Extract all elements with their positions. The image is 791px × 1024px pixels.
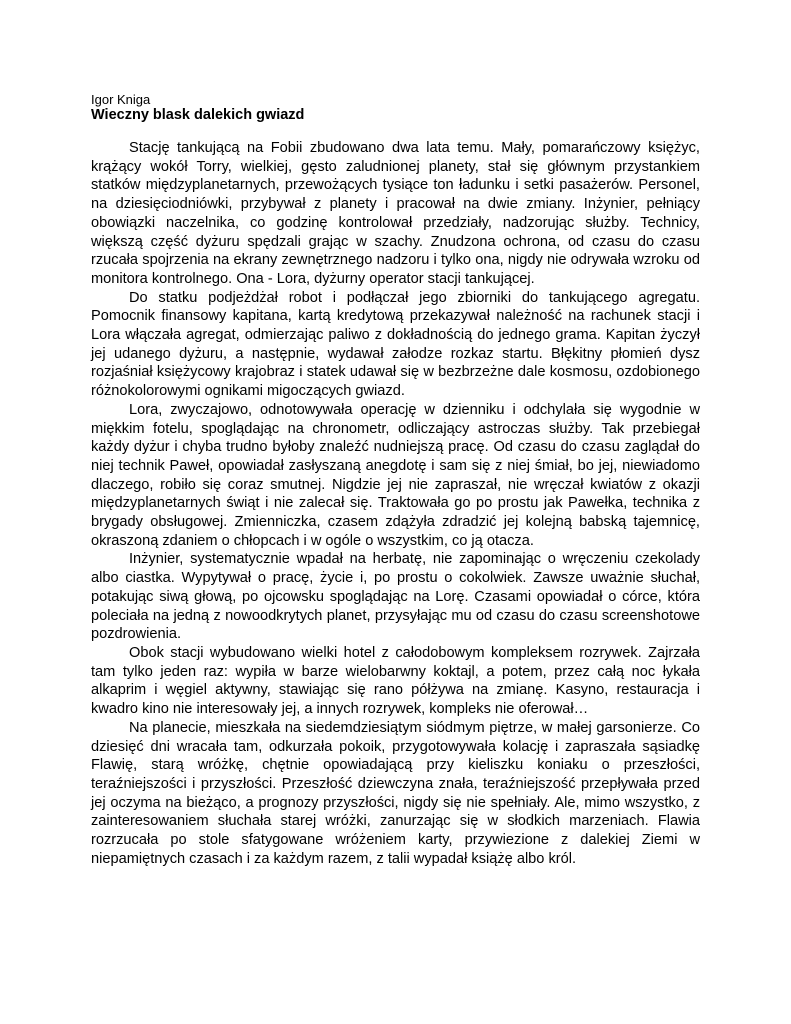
paragraph-4: Inżynier, systematycznie wpadał na herbatę, nie zapominając o wręczeniu czekolady albo ciastka. Wypytywał o pracę, życie i, po prostu o cokolwiek. Zawsze uważnie słuchał, potakując siwą głową, po ojcowsku spoglądając na Lorę. Czasami opowiadał o córce, która poleciała na jedną z nowoodkrytych planet, przysyłając mu od czasu do czasu screenshotowe pozdrowienia.: [91, 551, 700, 643]
paragraph-6: Na planecie, mieszkała na siedemdziesiątym siódmym piętrze, w małej garsonierze. Co dziesięć dni wracała tam, odkurzała pokoik, przygotowywała kolację i zapraszała sąsiadkę Flawię, starą wróżkę, chętnie opowiadającą przy kieliszku koniaku o przeszłości, teraźniejszości i przyszłości. Przeszłość dziewczyna znała, teraźniejszość przepływała przed jej oczyma na bieżąco, a prognozy przyszłości, nigdy się nie spełniały. Ale, mimo wszystko, z zainteresowaniem słuchała starej wróżki, zanurzając się w słodkich marzeniach. Flawia rozrzucała po stole sfatygowane wróżeniem karty, przywiezione z dalekiej Ziemi w niepamiętnych czasach i za każdym razem, z talii wypadał książę albo król.: [91, 719, 700, 867]
paragraph-3: Lora, zwyczajowo, odnotowywała operację w dzienniku i odchylała się wygodnie w miękkim fotelu, spoglądając na chronometr, odliczający astroczas służby. Tak przebiegał każdy dyżur i chyba trudno byłoby znaleźć nudniejszą pracę. Od czasu do czasu zaglądał do niej technik Paweł, opowiadał zasłyszaną anegdotę i sam się z niej śmiał, bo jej, niewiadomo dlaczego, robiło się coraz smutnej. Nigdzie jej nie zapraszał, nie wręczał kwiatów z okazji międzyplanetarnych świąt i nie zalecał się. Traktowała go po prostu jak Pawełka, technika z brygady obsługowej. Zmienniczka, czasem zdążyła zdradzić jej kolejną babską tajemnicę, okraszoną zdaniem o chłopcach i w ogóle o wszystkim, co ją otacza.: [91, 401, 700, 549]
paragraph-2: Do statku podjeżdżał robot i podłączał jego zbiorniki do tankującego agregatu. Pomocnik finansowy kapitana, kartą kredytową przekazywał należność na rachunek stacji i Lora włączała agregat, odmierzając paliwo z dokładnością do jednego grama. Kapitan życzył jej udanego dyżuru, a następnie, wydawał załodze rozkaz startu. Błękitny płomień dysz rozjaśniał księżycowy krajobraz i statek udawał się w bezbrzeżne dale kosmosu, ozdobionego różnokolorowymi ognikami migoczących gwiazd.: [91, 289, 700, 400]
paragraph-5: Obok stacji wybudowano wielki hotel z całodobowym kompleksem rozrywek. Zajrzała tam tylko jeden raz: wypiła w barze wielobarwny koktajl, a potem, przez całą noc łykała alkaprim i węgiel aktywny, stawiając się rano półżywa na zmianę. Kasyno, restauracja i kwadro kino nie interesowały jej, a innych rozrywek, kompleks nie oferował…: [91, 644, 700, 718]
document-body: [91, 139, 700, 868]
document-title: Wieczny blask dalekich gwiazd: [91, 107, 305, 123]
document-page: [91, 92, 700, 868]
paragraph-1: Stację tankującą na Fobii zbudowano dwa lata temu. Mały, pomarańczowy księżyc, krążący wokół Torry, wielkiej, gęsto zaludnionej planety, stał się głównym przystankiem statków międzyplanetarnych, przewożących tysiące ton ładunku i setki pasażerów. Personel, na dziesięciodniówki, przybywał z planety i pracował na dwie zmiany. Inżynier, pełniący obowiązki naczelnika, co godzinę kontrolował przedziały, nadzorując służby. Technicy, większą część dyżuru spędzali grając w szachy. Znudzona ochrona, od czasu do czasu rzucała spojrzenia na ekrany zewnętrznego nadzoru i tylko ona, nigdy nie odrywała wzroku od monitora kontrolnego. Ona - Lora, dyżurny operator stacji tankującej.: [91, 140, 700, 287]
author-name: Igor Kniga: [91, 92, 151, 107]
